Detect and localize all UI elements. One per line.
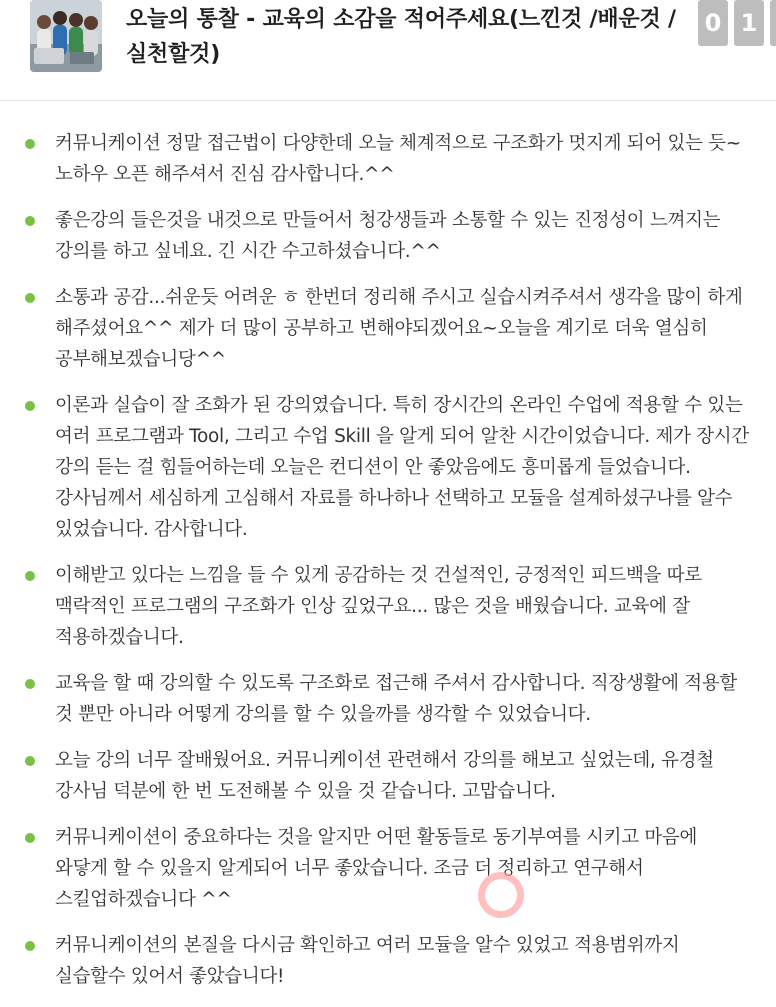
list-item	[0, 930, 776, 992]
group-photo-icon	[30, 0, 102, 72]
counter	[698, 0, 776, 46]
comment-text: 커뮤니케이션 정말 접근법이 다양한데 오늘 체계적으로 구조화가 멋지게 되어 있는 듯~ 노하우 오픈 해주셔서 진심 감사합니다.^^	[55, 133, 741, 185]
comment-text: 커뮤니케이션의 본질을 다시금 확인하고 여러 모듈을 알수 있었고 적용범위까지 실습할수 있어서 좋았습니다!	[55, 935, 680, 987]
comment-list	[0, 128, 776, 1007]
list-item	[0, 745, 776, 807]
list-item	[0, 822, 776, 915]
comment-text: 소통과 공감...쉬운듯 어려운 ㅎ 한번더 정리해 주시고 실습시켜주셔서 생각을 많이 하게 해주셨어요^^ 제가 더 많이 공부하고 변해야되겠어요~오늘을 계기로 더욱 열심히 공부해보겠습니당^^	[55, 287, 743, 370]
group-photo-thumbnail[interactable]	[30, 0, 102, 72]
bullet-dot-icon	[25, 941, 35, 951]
post-header	[0, 0, 776, 101]
list-item	[0, 205, 776, 267]
counter-digit: 1	[734, 0, 764, 46]
list-item	[0, 282, 776, 375]
list-item	[0, 668, 776, 730]
counter-digit	[770, 0, 776, 46]
page-title: 오늘의 통찰 - 교육의 소감을 적어주세요(느낀것 /배운것 /실천할것)	[126, 7, 676, 67]
bullet-dot-icon	[25, 401, 35, 411]
comment-text: 이해받고 있다는 느낌을 들 수 있게 공감하는 것 건설적인, 긍정적인 피드백을 따로 맥락적인 프로그램의 구조화가 인상 깊었구요... 많은 것을 배웠습니다. 교육에 잘 적용하겠습니다.	[55, 565, 702, 648]
comment-text: 오늘 강의 너무 잘배웠어요. 커뮤니케이션 관련해서 강의를 해보고 싶었는데, 유경철 강사님 덕분에 한 번 도전해볼 수 있을 것 같습니다. 고맙습니다.	[55, 750, 714, 802]
bullet-dot-icon	[25, 833, 35, 843]
list-item	[0, 390, 776, 545]
touch-indicator-icon	[478, 872, 524, 918]
bullet-dot-icon	[25, 216, 35, 226]
bullet-dot-icon	[25, 679, 35, 689]
comment-text: 이론과 실습이 잘 조화가 된 강의였습니다. 특히 장시간의 온라인 수업에 적용할 수 있는 여러 프로그램과 Tool, 그리고 수업 Skill 을 알게 되어 알찬 시간이었습니다. 제가 장시간 강의 듣는 걸 힘들어하는데 오늘은 컨디션이 안 좋았음에도 흥미롭게 들었습니다. 강사님께서 세심하게 고심해서 자료를 하나하나 선택하고 모듈을 설계하셨구나를 알수 있었습니다. 감사합니다.	[55, 395, 749, 540]
bullet-dot-icon	[25, 139, 35, 149]
list-item	[0, 560, 776, 653]
bullet-dot-icon	[25, 571, 35, 581]
comment-text: 좋은강의 들은것을 내것으로 만들어서 청강생들과 소통할 수 있는 진정성이 느껴지는 강의를 하고 싶네요. 긴 시간 수고하셨습니다.^^	[55, 210, 721, 262]
list-item	[0, 128, 776, 190]
counter-digit: 0	[698, 0, 728, 46]
comment-text: 교육을 할 때 강의할 수 있도록 구조화로 접근해 주셔서 감사합니다. 직장생활에 적용할 것 뿐만 아니라 어떻게 강의를 할 수 있을까를 생각할 수 있었습니다.	[55, 673, 737, 725]
comment-text: 커뮤니케이션이 중요하다는 것을 알지만 어떤 활동들로 동기부여를 시키고 마음에 와닿게 할 수 있을지 알게되어 너무 좋았습니다. 조금 더 정리하고 연구해서 스킬업하겠습니다 ^^	[55, 827, 698, 910]
bullet-dot-icon	[25, 293, 35, 303]
bullet-dot-icon	[25, 756, 35, 766]
